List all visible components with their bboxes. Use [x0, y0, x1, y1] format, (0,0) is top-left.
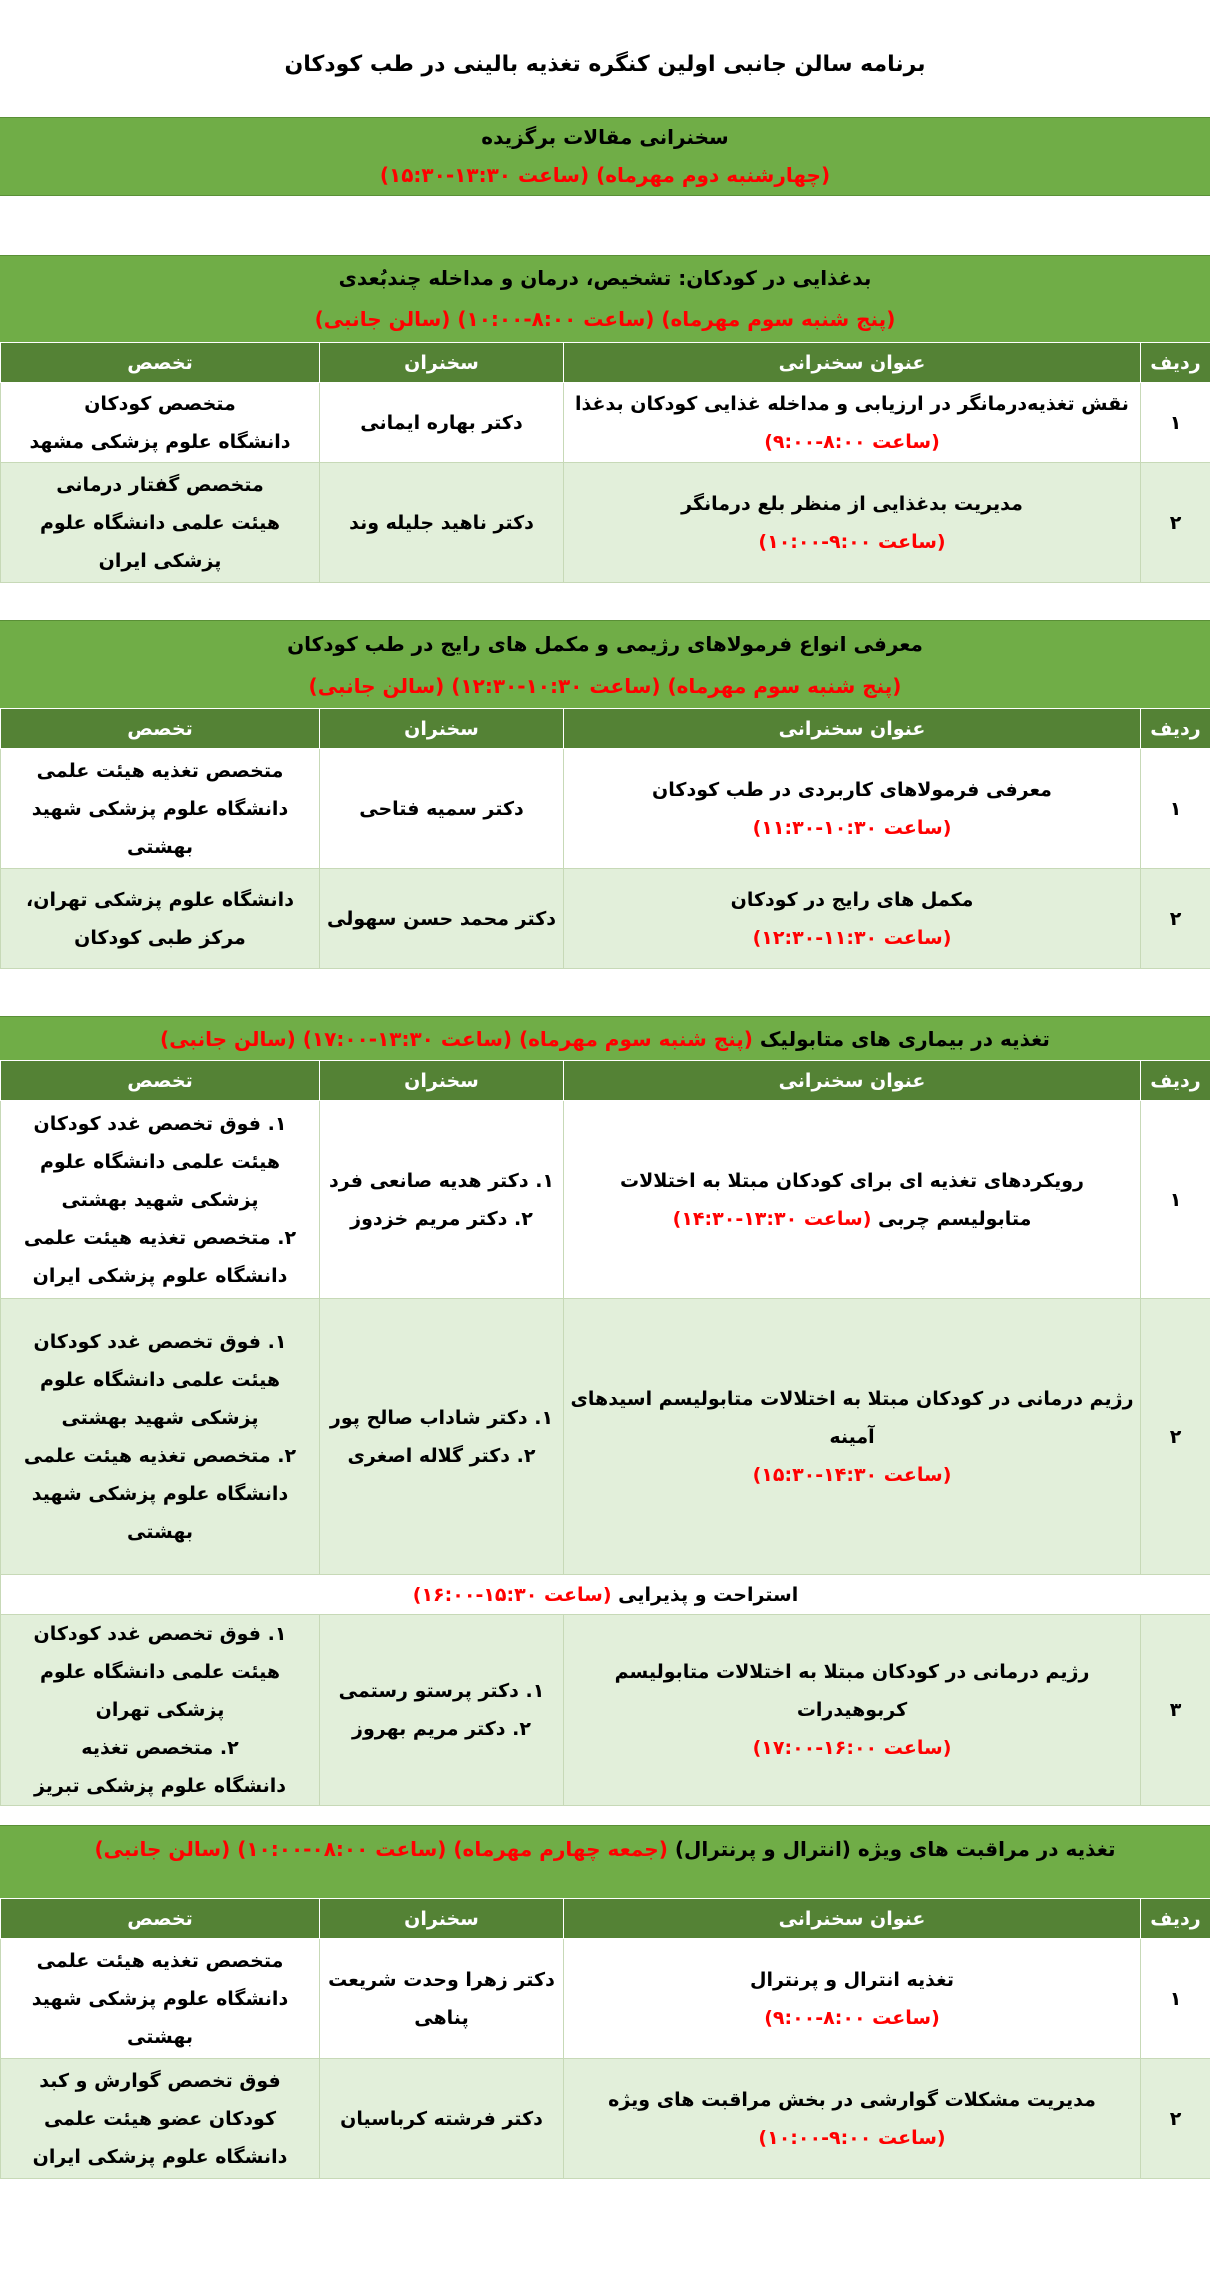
specialty-line: ۲. متخصص تغذیه هیئت علمی دانشگاه علوم پزشکی ایران — [23, 1226, 297, 1287]
section-picky-eating-header — [0, 255, 1210, 344]
page-title: برنامه سالن جانبی اولین کنگره تغذیه بالینی در طب کودکان — [284, 52, 926, 77]
col-header-num: ردیف — [1141, 1899, 1210, 1939]
row-number: ۱ — [1141, 383, 1210, 463]
talk-title — [564, 1101, 1141, 1299]
col-header-topic: عنوان سخنرانی — [564, 343, 1141, 383]
speaker-name: ۱. دکتر هدیه صانعی فرد — [328, 1169, 555, 1192]
row-number: ۳ — [1141, 1615, 1210, 1806]
break-row — [1, 1575, 1210, 1615]
talk-title — [564, 383, 1141, 463]
table-row — [1, 2059, 1210, 2179]
speaker-name: ۱. دکتر پرستو رستمی — [338, 1680, 545, 1702]
col-header-specialty: تخصص — [1, 343, 320, 383]
speaker-name: دکتر ناهید جلیله وند — [320, 463, 564, 583]
schedule-table-formulas — [0, 708, 1210, 969]
table-header-row — [1, 1061, 1210, 1101]
section-formulas-header — [0, 620, 1210, 710]
talk-title — [564, 749, 1141, 869]
section-time: (جمعه چهارم مهرماه) (ساعت ۰۸:۰۰-۱۰:۰۰) (سالن جانبی) — [94, 1837, 668, 1861]
speaker-specialty — [1, 1101, 320, 1299]
section-title: تغذیه در مراقبت های ویژه (انترال و پرنترال) — [674, 1837, 1116, 1861]
talk-time: (ساعت ۸:۰۰-۹:۰۰) — [764, 2006, 940, 2029]
section-metabolic-header — [0, 1016, 1210, 1062]
talk-title — [564, 2059, 1141, 2179]
talk-topic: معرفی فرمولاهای کاربردی در طب کودکان — [652, 778, 1052, 801]
col-header-speaker: سخنران — [320, 343, 564, 383]
section-icu-header — [0, 1825, 1210, 1900]
break-cell — [1, 1575, 1210, 1615]
row-number: ۲ — [1141, 869, 1210, 969]
section-title: سخنرانی مقالات برگزیده — [481, 125, 729, 149]
section-time: (پنج شنبه سوم مهرماه) (ساعت ۱۰:۳۰-۱۲:۳۰) (سالن جانبی) — [308, 674, 902, 698]
table-row — [1, 1299, 1210, 1575]
talk-topic: رژیم درمانی در کودکان مبتلا به اختلالات متابولیسم کربوهیدرات — [614, 1661, 1090, 1721]
section-selected-papers-header — [0, 117, 1210, 196]
col-header-specialty: تخصص — [1, 709, 320, 749]
section-title: معرفی انواع فرمولاهای رژیمی و مکمل های رایج در طب کودکان — [287, 632, 923, 656]
table-row — [1, 1101, 1210, 1299]
table-header-row — [1, 343, 1210, 383]
section-title-line — [0, 1826, 1210, 1872]
talk-topic: رژیم درمانی در کودکان مبتلا به اختلالات متابولیسم اسیدهای آمینه — [570, 1387, 1134, 1448]
specialty-line: هیئت علمی دانشگاه علوم پزشکی ایران — [39, 511, 281, 572]
table-row — [1, 1939, 1210, 2059]
talk-time: (ساعت ۱۶:۰۰-۱۷:۰۰) — [752, 1737, 952, 1759]
speaker-specialty — [1, 463, 320, 583]
table-row — [1, 869, 1210, 969]
talk-time: (ساعت ۱۳:۳۰-۱۴:۳۰) — [672, 1207, 872, 1230]
talk-time: (ساعت ۸:۰۰-۹:۰۰) — [764, 430, 940, 453]
specialty-line: ۱. فوق تخصص غدد کودکان هیئت علمی دانشگاه علوم پزشکی شهید بهشتی — [33, 1330, 287, 1429]
schedule-table-picky-eating — [0, 342, 1210, 583]
talk-time: (ساعت ۱۴:۳۰-۱۵:۳۰) — [752, 1463, 952, 1486]
row-number: ۲ — [1141, 2059, 1210, 2179]
talk-title — [564, 463, 1141, 583]
row-number: ۲ — [1141, 463, 1210, 583]
table-header-row — [1, 709, 1210, 749]
speaker-names — [320, 1615, 564, 1806]
talk-topic: رویکردهای تغذیه ای برای کودکان مبتلا به اختلالات متابولیسم چربی — [620, 1169, 1084, 1230]
talk-title — [564, 1939, 1141, 2059]
specialty-line: ۲. متخصص تغذیه هیئت علمی دانشگاه علوم پزشکی شهید بهشتی — [23, 1444, 297, 1543]
specialty-line: دانشگاه علوم پزشکی مشهد — [29, 430, 291, 453]
talk-time: (ساعت ۹:۰۰-۱۰:۰۰) — [758, 530, 946, 553]
speaker-name: ۲. دکتر گلاله اصغری — [347, 1444, 536, 1467]
table-header-row — [1, 1899, 1210, 1939]
speaker-names — [320, 1101, 564, 1299]
table-row — [1, 463, 1210, 583]
break-label: استراحت و پذیرایی — [618, 1583, 799, 1606]
specialty-line: ۲. متخصص تغذیه — [81, 1737, 239, 1759]
col-header-speaker: سخنران — [320, 709, 564, 749]
talk-topic: تغذیه انترال و پرنترال — [749, 1968, 955, 1991]
table-row — [1, 1615, 1210, 1806]
section-time: (پنج شنبه سوم مهرماه) (ساعت ۱۳:۳۰-۱۷:۰۰) (سالن جانبی) — [160, 1027, 753, 1051]
speaker-names — [320, 1299, 564, 1575]
speaker-name: دکتر زهرا وحدت شریعت پناهی — [320, 1939, 564, 2059]
section-title: تغذیه در بیماری های متابولیک — [759, 1027, 1050, 1051]
schedule-table-icu — [0, 1898, 1210, 2179]
col-header-topic: عنوان سخنرانی — [564, 1061, 1141, 1101]
speaker-specialty: متخصص تغذیه هیئت علمی دانشگاه علوم پزشکی شهید بهشتی — [1, 1939, 320, 2059]
specialty-line: ۱. فوق تخصص غدد کودکان هیئت علمی دانشگاه علوم پزشکی شهید بهشتی — [33, 1112, 287, 1211]
talk-topic: مدیریت مشکلات گوارشی در بخش مراقبت های ویژه — [608, 2088, 1096, 2111]
speaker-specialty: متخصص تغذیه هیئت علمی دانشگاه علوم پزشکی شهید بهشتی — [1, 749, 320, 869]
col-header-topic: عنوان سخنرانی — [564, 709, 1141, 749]
section-time: (چهارشنبه دوم مهرماه) (ساعت ۱۳:۳۰-۱۵:۳۰) — [379, 163, 831, 187]
speaker-specialty — [1, 1299, 320, 1575]
row-number: ۱ — [1141, 749, 1210, 869]
col-header-speaker: سخنران — [320, 1061, 564, 1101]
table-row — [1, 383, 1210, 463]
speaker-specialty: دانشگاه علوم پزشکی تهران، مرکز طبی کودکان — [1, 869, 320, 969]
talk-title — [564, 1299, 1141, 1575]
col-header-num: ردیف — [1141, 709, 1210, 749]
speaker-name: ۲. دکتر مریم بهروز — [352, 1718, 531, 1740]
speaker-name: ۱. دکتر شاداب صالح پور — [329, 1406, 554, 1429]
talk-title — [564, 1615, 1141, 1806]
specialty-line: دانشگاه علوم پزشکی تبریز — [33, 1775, 287, 1797]
talk-topic: مدیریت بدغذایی از منظر بلع درمانگر — [681, 492, 1023, 515]
speaker-specialty: فوق تخصص گوارش و کبد کودکان عضو هیئت علمی دانشگاه علوم پزشکی ایران — [1, 2059, 320, 2179]
section-time: (پنج شنبه سوم مهرماه) (ساعت ۸:۰۰-۱۰:۰۰) (سالن جانبی) — [314, 307, 896, 331]
col-header-num: ردیف — [1141, 343, 1210, 383]
col-header-num: ردیف — [1141, 1061, 1210, 1101]
break-time: (ساعت ۱۵:۳۰-۱۶:۰۰) — [412, 1583, 612, 1606]
row-number: ۱ — [1141, 1939, 1210, 2059]
specialty-line: متخصص کودکان — [84, 392, 236, 415]
col-header-topic: عنوان سخنرانی — [564, 1899, 1141, 1939]
speaker-name: دکتر فرشته کرباسیان — [320, 2059, 564, 2179]
talk-topic: مکمل های رایج در کودکان — [730, 888, 974, 911]
speaker-name: دکتر سمیه فتاحی — [320, 749, 564, 869]
specialty-line: متخصص گفتار درمانی — [56, 473, 264, 496]
speaker-name: دکتر بهاره ایمانی — [320, 383, 564, 463]
col-header-specialty: تخصص — [1, 1061, 320, 1101]
row-number: ۱ — [1141, 1101, 1210, 1299]
talk-time: (ساعت ۱۱:۳۰-۱۲:۳۰) — [752, 926, 952, 949]
speaker-name: دکتر محمد حسن سهولی — [320, 869, 564, 969]
col-header-specialty: تخصص — [1, 1899, 320, 1939]
talk-topic: نقش تغذیه‌درمانگر در ارزیابی و مداخله غذایی کودکان بدغذا — [575, 392, 1129, 415]
speaker-name: ۲. دکتر مریم خزدوز — [350, 1207, 533, 1230]
talk-time: (ساعت ۹:۰۰-۱۰:۰۰) — [758, 2126, 946, 2149]
specialty-line: ۱. فوق تخصص غدد کودکان هیئت علمی دانشگاه علوم پزشکی تهران — [33, 1623, 287, 1721]
speaker-specialty — [1, 1615, 320, 1806]
talk-title — [564, 869, 1141, 969]
col-header-speaker: سخنران — [320, 1899, 564, 1939]
section-title: بدغذایی در کودکان: تشخیص، درمان و مداخله چندبُعدی — [338, 266, 872, 290]
speaker-specialty — [1, 383, 320, 463]
schedule-table-metabolic — [0, 1060, 1210, 1806]
row-number: ۲ — [1141, 1299, 1210, 1575]
table-row — [1, 749, 1210, 869]
talk-time: (ساعت ۱۰:۳۰-۱۱:۳۰) — [752, 816, 952, 839]
section-title-line — [0, 1017, 1210, 1061]
